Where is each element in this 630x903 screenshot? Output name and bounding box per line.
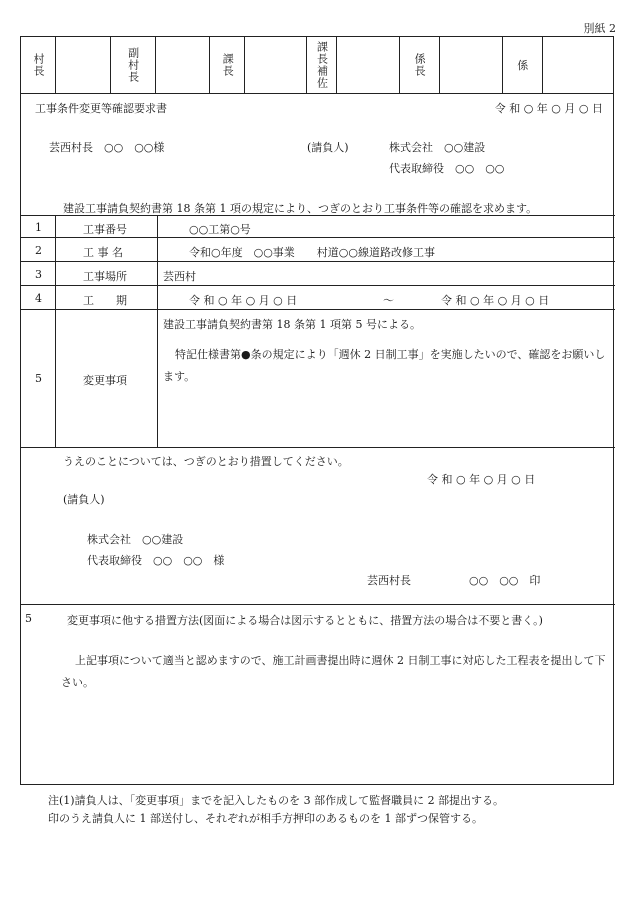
measures-heading: 変更事項に他する措置方法(図面による場合は図示するとともに、措置方法の場合は不要と書く。) — [67, 614, 543, 627]
addressee: 芸西村長 ○○ ○○様 — [49, 141, 165, 154]
field-value-work-location[interactable]: 芸西村 — [163, 270, 196, 283]
applicant-company[interactable]: 株式会社 ○○建設 — [389, 141, 486, 154]
approval-box-section-chief[interactable] — [245, 37, 307, 93]
footnote-line: 注(1)請負人は、「変更事項」までを記入したものを 3 部作成して監督職員に 2 部提出する。 — [48, 794, 505, 807]
field-value-work-name[interactable]: 令和○年度 ○○事業 村道○○線道路改修工事 — [189, 246, 435, 259]
row-number: 2 — [35, 244, 42, 257]
field-label-change: 変更事項 — [83, 374, 127, 387]
response-mayor-label: 芸西村長 — [367, 574, 411, 587]
approval-label-assistant-chief: 課長補佐 — [307, 37, 337, 93]
approval-label-section-chief: 課長 — [210, 37, 245, 93]
approval-box-mayor[interactable] — [56, 37, 111, 93]
approval-box-assistant-chief[interactable] — [337, 37, 400, 93]
work-period-end[interactable]: 令 和 ○ 年 ○ 月 ○ 日 — [441, 294, 550, 307]
row-number: 3 — [35, 268, 42, 281]
applicant-representative[interactable]: 代表取締役 ○○ ○○ — [389, 162, 505, 175]
response-applicant-label: (請負人) — [63, 493, 105, 506]
form-frame — [20, 94, 614, 785]
response-mayor-name[interactable]: ○○ ○○ 印 — [469, 574, 541, 587]
response-text: うえのことについては、つぎのとおり措置してください。 — [63, 455, 349, 468]
change-basis[interactable]: 建設工事請負契約書第 18 条第 1 項第 5 号による。 — [163, 318, 421, 331]
form-title: 工事条件変更等確認要求書 — [35, 102, 167, 115]
applicant-label: (請負人) — [307, 141, 349, 154]
change-description[interactable]: 特記仕様書第●条の規定により「週休 2 日制工事」を実施したいので、確認をお願いします。 — [163, 348, 606, 383]
measures-body[interactable]: 上記事項について適当と認めますので、施工計画書提出時に週休 2 日制工事に対応した工程表を提出して下さい。 — [61, 654, 606, 689]
approval-box-unit-chief[interactable] — [440, 37, 504, 93]
field-label-work-location: 工事場所 — [83, 270, 127, 283]
work-period-start[interactable]: 令 和 ○ 年 ○ 月 ○ 日 — [189, 294, 298, 307]
response-date[interactable]: 令 和 ○ 年 ○ 月 ○ 日 — [427, 473, 536, 486]
field-label-work-name: 工 事 名 — [83, 246, 123, 259]
row-number: 1 — [35, 221, 42, 234]
approval-stamp-row — [20, 36, 614, 94]
field-value-work-number[interactable]: ○○工第○号 — [189, 223, 251, 236]
measures-number: 5 — [25, 612, 32, 625]
footnote-line: 印のうえ請負人に 1 部送付し、それぞれが相手方押印のあるものを 1 部ずつ保管する。 — [48, 812, 483, 825]
row-number: 5 — [35, 372, 42, 385]
response-representative[interactable]: 代表取締役 ○○ ○○ 様 — [87, 554, 225, 567]
approval-box-staff[interactable] — [543, 37, 613, 93]
approval-label-unit-chief: 係長 — [400, 37, 440, 93]
approval-box-deputy-mayor[interactable] — [156, 37, 211, 93]
approval-label-staff: 係 — [503, 37, 543, 93]
field-label-work-number: 工事番号 — [83, 223, 127, 236]
approval-label-mayor: 村長 — [21, 37, 56, 93]
work-period-tilde: ～ — [383, 294, 394, 307]
intro-text: 建設工事請負契約書第 18 条第 1 項の規定により、つぎのとおり工事条件等の確認を求めます。 — [63, 202, 538, 215]
row-number: 4 — [35, 292, 42, 305]
field-label-work-period: 工 期 — [83, 294, 127, 307]
document-label: 別紙 2 — [583, 22, 616, 35]
request-date[interactable]: 令 和 ○ 年 ○ 月 ○ 日 — [494, 102, 603, 115]
response-company[interactable]: 株式会社 ○○建設 — [87, 533, 184, 546]
approval-label-deputy-mayor: 副村長 — [111, 37, 156, 93]
